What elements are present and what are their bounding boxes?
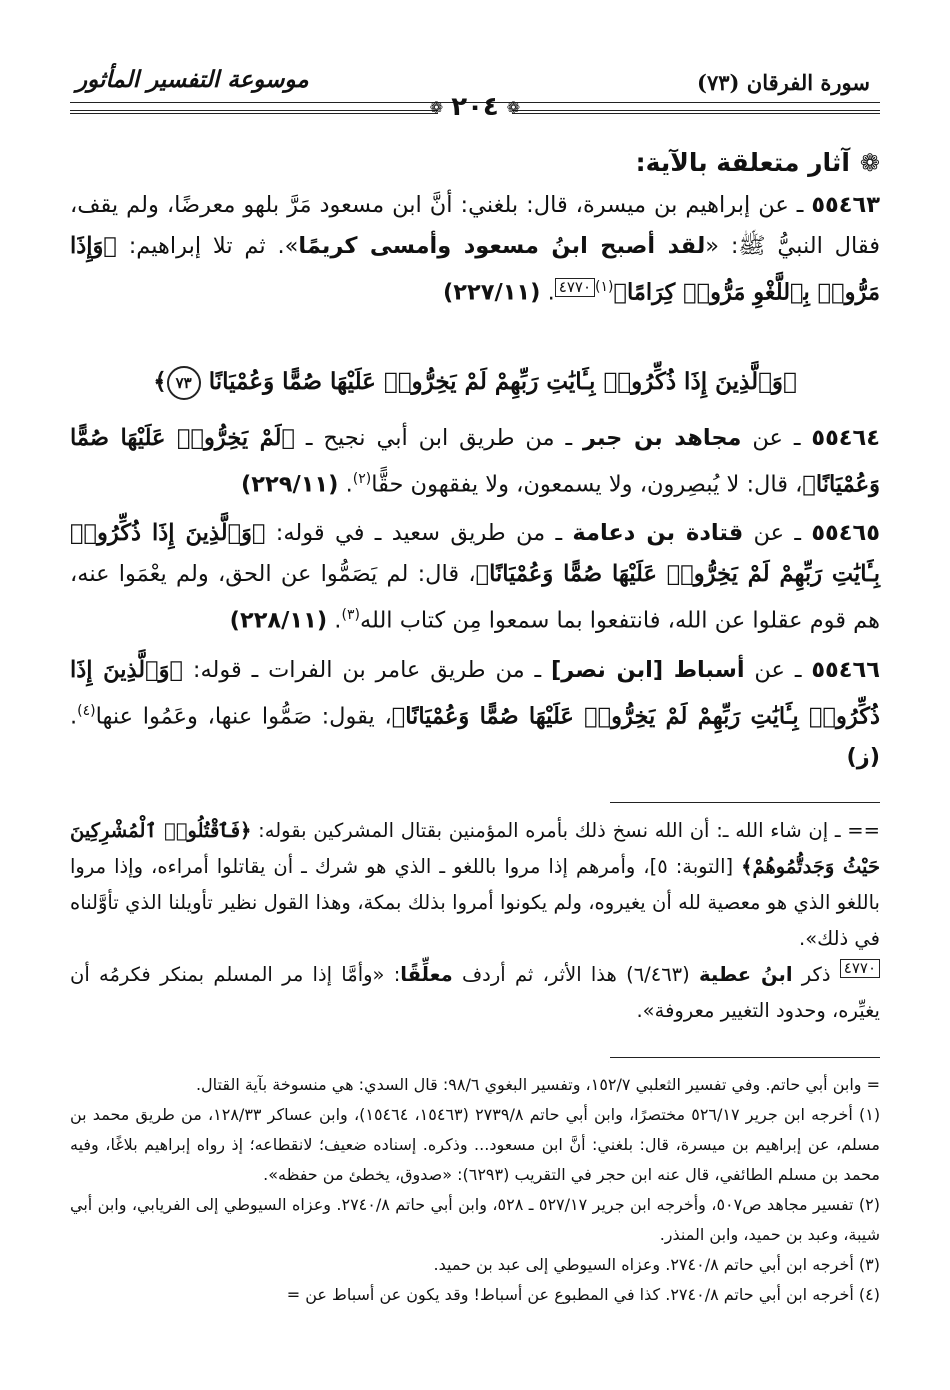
page-number-block	[430, 92, 520, 122]
commentary-text: ذكر	[792, 963, 840, 986]
commentary-separator	[610, 802, 880, 803]
athar-text: ـ عن إبراهيم بن ميسرة، قال: بلغني: أنَّ ابن مسعود مَرَّ بلهو معرضًا، ولم يقف، فقال النبيُّ ﷺ: «	[70, 192, 881, 259]
ornament-icon: ❁	[429, 97, 444, 117]
commentary-text: [التوبة: ٥]، وأمرهم إذا مروا باللغو ـ الذي هو شرك ـ أن يقاتلوا أمراءه، وإذا مروا باللغو الذي هو معصية لله أن يغيروه، ولم يكونوا أمروا بذلك بمكة، وهذا القول نظير تأويلنا الذي تأوَّلناه في ذلك».	[70, 855, 880, 950]
quran-quote: ﴿لَمْ يَخِرُّوا۟ عَلَيْهَا صُمًّا وَعُمْيَانًا﴾	[70, 424, 880, 497]
athar-text: ـ من طريق سعيد ـ في قوله:	[265, 520, 573, 546]
surah-header: سورة الفرقان (٧٣)	[697, 70, 870, 95]
footnote: (٢) تفسير مجاهد ص٥٠٧، وأخرجه ابن جرير ٥٢٧/١٧ ـ ٥٢٨، وابن أبي حاتم ٢٧٤٠/٨. وعزاه السيوطي إلى الفريابي، وابن أبي شيبة، وعبد بن حميد، وابن المنذر.	[70, 1195, 880, 1244]
volume-page-ref: (٢٢٨/١١)	[229, 607, 328, 634]
athar-text: ـ من طريق ابن أبي نجيح ـ	[295, 424, 583, 451]
verse-close: ﴾	[153, 367, 167, 395]
athar-55463	[70, 185, 880, 314]
athar-text: ـ عن	[741, 424, 812, 451]
footnote: (١) أخرجه ابن جرير ٥٢٦/١٧ مختصرًا، وابن أبي حاتم ٢٧٣٩/٨ (١٥٤٦٣، ١٥٤٦٤)، وابن عساكر ١٢٨/٣٣، من طريق محمد بن مسلم، عن إبراهيم بن ميسرة، قال: بلغني: أنَّ ابن مسعود... وذكره. إسناده ضعيف؛ لانقطاعه؛ إذ رواه إبراهيم بلاغًا، وفيه محمد بن مسلم الطائفي، قال عنه ابن حجر في التقريب (٦٢٩٣): «صدوق، يخطئ من حفظه».	[70, 1105, 881, 1184]
athar-text: .	[338, 471, 353, 497]
footnote-mark: (٢)	[352, 470, 372, 487]
page-number: ٢٠٤	[451, 92, 499, 122]
narrator-name: مجاهد بن جبر	[583, 424, 742, 451]
commentary-keyword: معلِّقًا	[400, 963, 453, 986]
footnote-mark: (٣)	[341, 607, 360, 623]
commentary-text: : «وأمَّا إذا مر المسلم بمنكر فكرمُه أن يغيِّره، وحدود التغيير معروفة».	[70, 963, 880, 1022]
athar-text: ـ من طريق عامر بن الفرات ـ قوله:	[183, 656, 551, 683]
athar-number: ٥٥٤٦٤	[811, 424, 881, 451]
athar-text: ، يقول: صَمُّوا عنها، وعَمُوا عنها	[95, 703, 392, 729]
athar-number: ٥٥٤٦٣	[811, 192, 880, 218]
narrator-name: قتادة بن دعامة	[572, 520, 744, 546]
athar-55465	[70, 513, 880, 642]
volume-page-ref: (٢٢٩/١١)	[240, 471, 339, 497]
footnote-mark: (١)	[595, 279, 614, 295]
header-double-rule-left	[70, 110, 438, 114]
book-title: موسوعة التفسير المأثور	[76, 66, 309, 93]
athar-text: .	[540, 279, 555, 306]
athar-number: ٥٥٤٦٦	[811, 656, 880, 683]
commentary-text: == ـ إن شاء الله ـ: أن الله نسخ ذلك بأمره المؤمنين بقتال المشركين بقوله:	[251, 819, 880, 842]
narrator-name: أسباط [ابن نصر]	[550, 656, 745, 683]
volume-page-ref: (ز)	[846, 744, 880, 770]
quran-quote: ﴿وَٱلَّذِينَ إِذَا ذُكِّرُوا۟ بِـَٔايَٰتِ رَبِّهِمْ لَمْ يَخِرُّوا۟ عَلَيْهَا صُمًّا وَعُمْيَانًا﴾	[70, 520, 880, 587]
athar-55464	[70, 418, 880, 506]
commentary-text: (٦/٤٦٣) هذا الأثر، ثم أردف	[452, 963, 700, 986]
footnote-mark: (٤)	[77, 702, 96, 719]
flower-ornament-icon: ❁	[859, 148, 880, 177]
commentary-ref-box: ٤٧٧٠	[555, 278, 595, 297]
footnote: = وابن أبي حاتم. وفي تفسير الثعلبي ١٥٢/٧، وتفسير البغوي ٩٨/٦: قال السدي: هي منسوخة بآية القتال.	[195, 1075, 880, 1094]
athar-text: ـ عن	[744, 656, 812, 683]
header-double-rule-right	[512, 110, 880, 114]
athar-text: ، قال: لا يُبصِرون، ولا يسمعون، ولا يفقهون حقًّا	[371, 471, 803, 497]
quran-quote: ﴿فَٱقْتُلُوا۟ ٱلْمُشْرِكِينَ حَيْثُ وَجَدتُّمُوهُمْ﴾	[70, 819, 880, 878]
section-heading	[70, 148, 880, 177]
scholar-name: ابنُ عطية	[699, 963, 793, 986]
athar-text: ». ثم تلا إبراهيم:	[116, 233, 299, 259]
athar-text: ، قال: لم يَصَمُّوا عن الحق، ولم يعْمَوا عنه، هم قوم عقلوا عن الله، فانتفعوا بما سمعوا مِن كتاب الله	[70, 561, 880, 634]
ornament-icon: ❁	[506, 97, 521, 117]
commentary-4770	[70, 957, 880, 1029]
athar-text: .	[70, 703, 78, 729]
athar-text: ـ عن	[743, 520, 812, 546]
footnotes	[70, 1070, 880, 1310]
volume-page-ref: (٢٢٧/١١)	[442, 279, 541, 306]
athar-number: ٥٥٤٦٥	[811, 520, 880, 546]
hadith-text: لقد أصبح ابنُ مسعود وأمسى كريمًا	[298, 233, 706, 259]
verse-text: ﴿وَٱلَّذِينَ إِذَا ذُكِّرُوا۟ بِـَٔايَٰتِ رَبِّهِمْ لَمْ يَخِرُّوا۟ عَلَيْهَا صُمًّا وَعُمْيَانًا	[208, 367, 797, 395]
footnote: (٤) أخرجه ابن أبي حاتم ٢٧٤٠/٨. كذا في المطبوع عن أسباط! وقد يكون عن أسباط عن =	[286, 1285, 880, 1304]
quran-quote: ﴿وَٱلَّذِينَ إِذَا ذُكِّرُوا۟ بِـَٔايَٰتِ رَبِّهِمْ لَمْ يَخِرُّوا۟ عَلَيْهَا صُمًّا وَعُمْيَانًا﴾	[70, 656, 880, 729]
section-title: آثار متعلقة بالآية:	[635, 148, 850, 177]
quran-verse-heading	[70, 366, 880, 400]
commentary-ref-box: ٤٧٧٠	[840, 959, 880, 978]
ayah-number-icon: ٧٣	[167, 366, 201, 400]
footnote-separator	[610, 1057, 880, 1058]
athar-text: .	[327, 607, 342, 634]
quran-quote: ﴿وَإِذَا مَرُّوا۟ بِٱللَّغْوِ مَرُّوا۟ كِرَامًا﴾	[70, 233, 880, 306]
commentary-continuation	[70, 813, 880, 957]
athar-55466	[70, 650, 880, 779]
footnote: (٣) أخرجه ابن أبي حاتم ٢٧٤٠/٨. وعزاه السيوطي إلى عبد بن حميد.	[433, 1255, 880, 1274]
running-header	[70, 62, 880, 122]
